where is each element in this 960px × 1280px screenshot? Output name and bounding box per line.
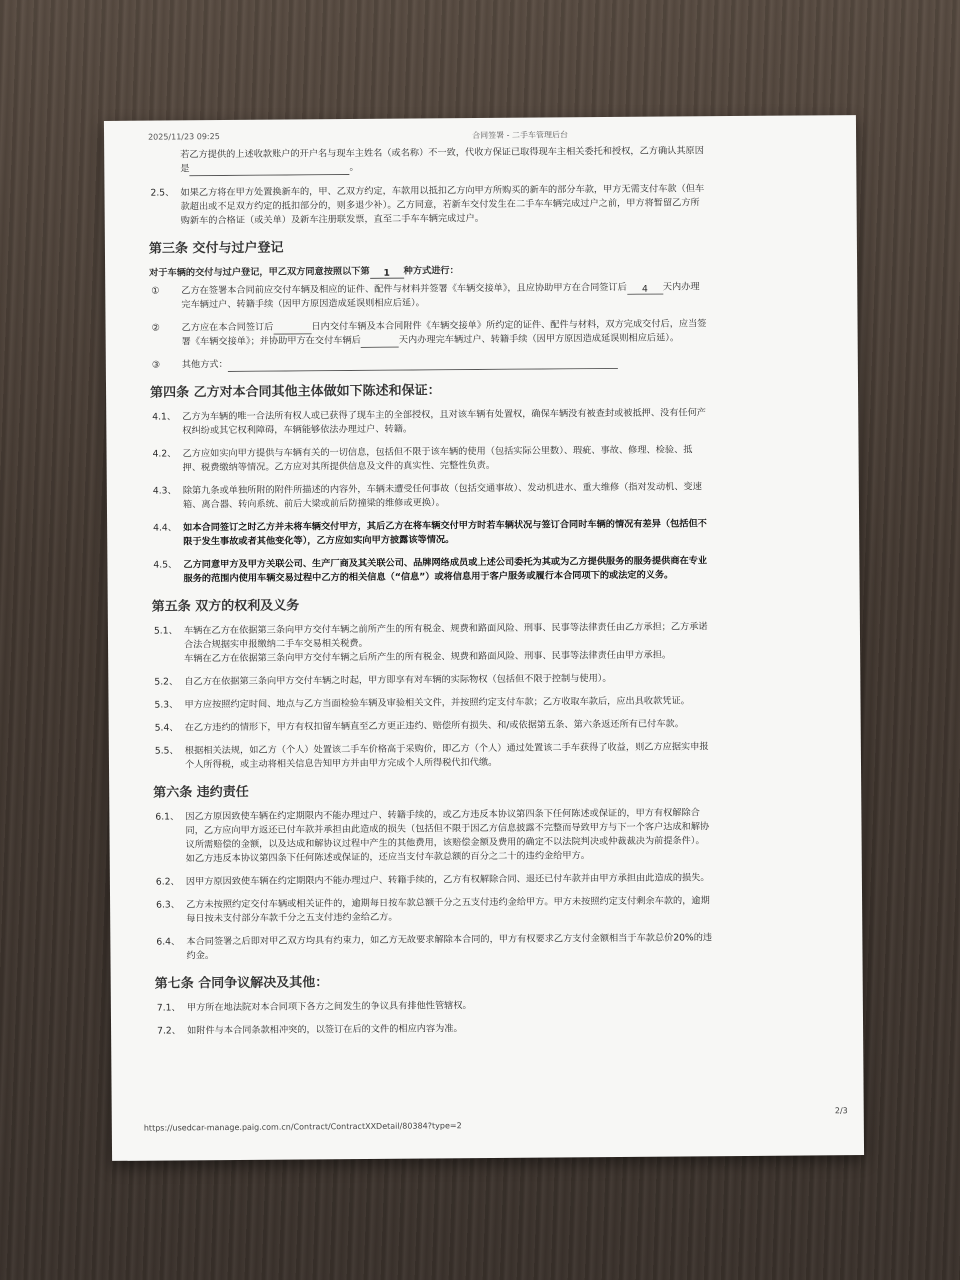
clause-5-5: 5.5、 根据相关法规，如乙方（个人）处置该二手车价格高于采购价，即乙方（个人）通过处置该二手车获得了收益，则乙方应据实申报 个人所得税，或主动将相关信息告知甲方并由甲方完成个人所得税代扣代缴。 (154, 741, 709, 771)
clause-2-5: 2.5、 如果乙方将在甲方处置换新车的，甲、乙双方约定，车款用以抵扣乙方向甲方所购买的新车的部分车款，甲方无需支付车款（但车 款超出或不足双方约定的抵扣部分的，则多退少补）。乙方同意，若新车交付发生在二手车车辆完成过户之前，甲方将暂留乙方所 购新车的合格证（或关单）及新车注册联发票，直至二手车车辆完成过户。 (150, 183, 705, 227)
section-5-title: 第五条 双方的权利及义务 (151, 598, 300, 615)
contract-body (142, 143, 839, 1047)
clause-6-2: 6.2、 因甲方原因致使车辆在约定期限内不能办理过户、转籍手续的，乙方有权解除合同、退还已付车款并由甲方承担由此造成的损失。 (155, 872, 710, 888)
section-3-title: 第三条 交付与过户登记 (148, 240, 284, 257)
section-4-title: 第四条 乙方对本合同其他主体做如下陈述和保证： (150, 383, 441, 401)
section-7-title: 第七条 合同争议解决及其他： (154, 975, 329, 992)
clause-4-1: 4.1、 乙方为车辆的唯一合法所有权人或已获得了现车主的全部授权，且对该车辆有处置权，确保车辆没有被查封或被抵押、没有任何产 权纠纷或其它权利障碍，车辆能够依法办理过户、转籍。 (152, 407, 706, 437)
clause-4-4: 4.4、 如本合同签订之时乙方并未将车辆交付甲方，其后乙方在将车辆交付甲方时若车辆状况与签订合同时车辆的情况有差异（包括但不 限于发生事故或者其他变化等），乙方应如实向甲方披露该等情况。 (153, 518, 707, 548)
option-2: ② 乙方应在本合同签订后 日内交付车辆及本合同附件《车辆交接单》所约定的证件、配件与材料，双方完成交付后，应当签 署《车辆交接单》；并协助甲方在交付车辆后 天内办理完车辆过户、转籍手续（因甲方原因造成延误则相应后延）。 (151, 318, 707, 348)
clause-6-3: 6.3、 乙方未按照约定交付车辆或相关证件的，逾期每日按车款总额千分之五支付违约金给甲方。甲方未按照约定支付剩余车款的，逾期 每日按未支付部分车款千分之五支付违约金给乙方。 (156, 895, 710, 925)
clause-4-2: 4.2、 乙方应如实向甲方提供与车辆有关的一切信息，包括但不限于该车辆的使用（包括实际公里数）、瑕疵、事故、修理、检验、抵 押、税费缴纳等情况。乙方应对其所提供信息及文件的真实性、完整性负责。 (152, 444, 693, 474)
section-3-intro: 对于车辆的交付与过户登记，甲乙双方同意按照以下第 1 种方式进行： (149, 265, 459, 279)
section-6-title: 第六条 违约责任 (153, 784, 249, 801)
clause-7-1: 7.1、 甲方所在地法院对本合同项下各方之间发生的争议具有排他性管辖权。 (156, 1000, 472, 1014)
clause-6-4: 6.4、 本合同签署之后即对甲乙双方均具有约束力，如乙方无故要求解除本合同的，甲方有权要求乙方支付金额相当于车款总价20%的违 约金。 (156, 932, 713, 962)
contract-page (104, 115, 864, 1161)
option-choice-field: 1 (370, 267, 404, 279)
clause-5-2: 5.2、 自乙方在依据第三条向甲方交付车辆之时起，甲方即享有对车辆的实际物权（包括但不限于控制与使用）。 (154, 672, 612, 688)
print-url: https://usedcar-manage.paig.com.cn/Contract/ContractXXDetail/80384?type=2 (143, 1121, 462, 1133)
option-1: ① 乙方在签署本合同前应交付车辆及相应的证件、配件与材料并签署《车辆交接单》，且应协助甲方在合同签订后 4 天内办理 完车辆过户、转籍手续（因甲方原因造成延误则相应后延）。 (151, 281, 700, 311)
continued-paragraph: 若乙方提供的上述收款账户的开户名与现车主姓名（或名称）不一致，代收方保证已取得现车主相关委托和授权，乙方确认其原因 是 。 (180, 145, 704, 175)
clause-5-4: 5.4、 在乙方违约的情形下，甲方有权扣留车辆直至乙方更正违约、赔偿所有损失、和/或依据第五条、第六条返还所有已付车款。 (154, 718, 684, 734)
blank-field (189, 163, 349, 176)
days-field (273, 322, 311, 334)
clause-5-3: 5.3、 甲方应按照约定时间、地点与乙方当面检验车辆及审验相关文件，并按照约定支付车款；乙方收取车款后，应出具收款凭证。 (154, 695, 690, 711)
page-number: 2/3 (834, 1106, 848, 1116)
clause-4-3: 4.3、 除第九条或单独所附的附件所描述的内容外，车辆未遭受任何事故（包括交通事故）、发动机进水、重大维修（指对发动机、变速 箱、离合器、转向系统、前后大梁或前后防撞梁的维修或更换）。 (152, 481, 702, 511)
print-datetime: 2025/11/23 09:25 (148, 132, 220, 142)
option-3: ③ 其他方式： (144, 353, 834, 372)
other-method-field (228, 357, 618, 372)
days-field (361, 336, 399, 348)
clause-5-1: 5.1、 车辆在乙方在依据第三条向甲方交付车辆之前所产生的所有税金、规费和路面风险、刑事、民事等法律责任由乙方承担；乙方承诺 合法合规据实申报缴纳二手车交易相关税费。 车辆在乙方在依据第三条向甲方交付车辆之后所产生的所有税金、规费和路面风险、刑事、民事等法律责任由甲方承担。 (153, 621, 708, 665)
clause-7-2: 7.2、 如附件与本合同条款相冲突的，以签订在后的文件的相应内容为准。 (157, 1023, 463, 1037)
print-page-title: 合同签署 - 二手车管理后台 (472, 130, 569, 141)
clause-6-1: 6.1、 因乙方原因致使车辆在约定期限内不能办理过户、转籍手续的，或乙方违反本协议第四条下任何陈述或保证的，甲方有权解除合 同，乙方应向甲方返还已付车款并承担由此造成的损失（包括但不限于因乙方信息披露不完整而导致甲方与下一个客户达成和解协 议所需赔偿的金额，以及达成和解协议过程中产生的其他费用，该赔偿金额及费用的确定不以法院判决或仲裁裁决为前提条件）。 如乙方违反本协议第四条下任何陈述或保证的，还应当支付车款总额的百分之二十的违约金给甲方。 (155, 807, 710, 865)
days-field: 4 (627, 283, 663, 295)
clause-4-5: 4.5、 乙方同意甲方及甲方关联公司、生产厂商及其关联公司、品牌网络成员或上述公司委托为其或为乙方提供服务的服务提供商在专业 服务的范围内使用车辆交易过程中乙方的相关信息（“信息”）或将信息用于客户服务或履行本合同项下的或法定的义务。 (153, 555, 708, 585)
